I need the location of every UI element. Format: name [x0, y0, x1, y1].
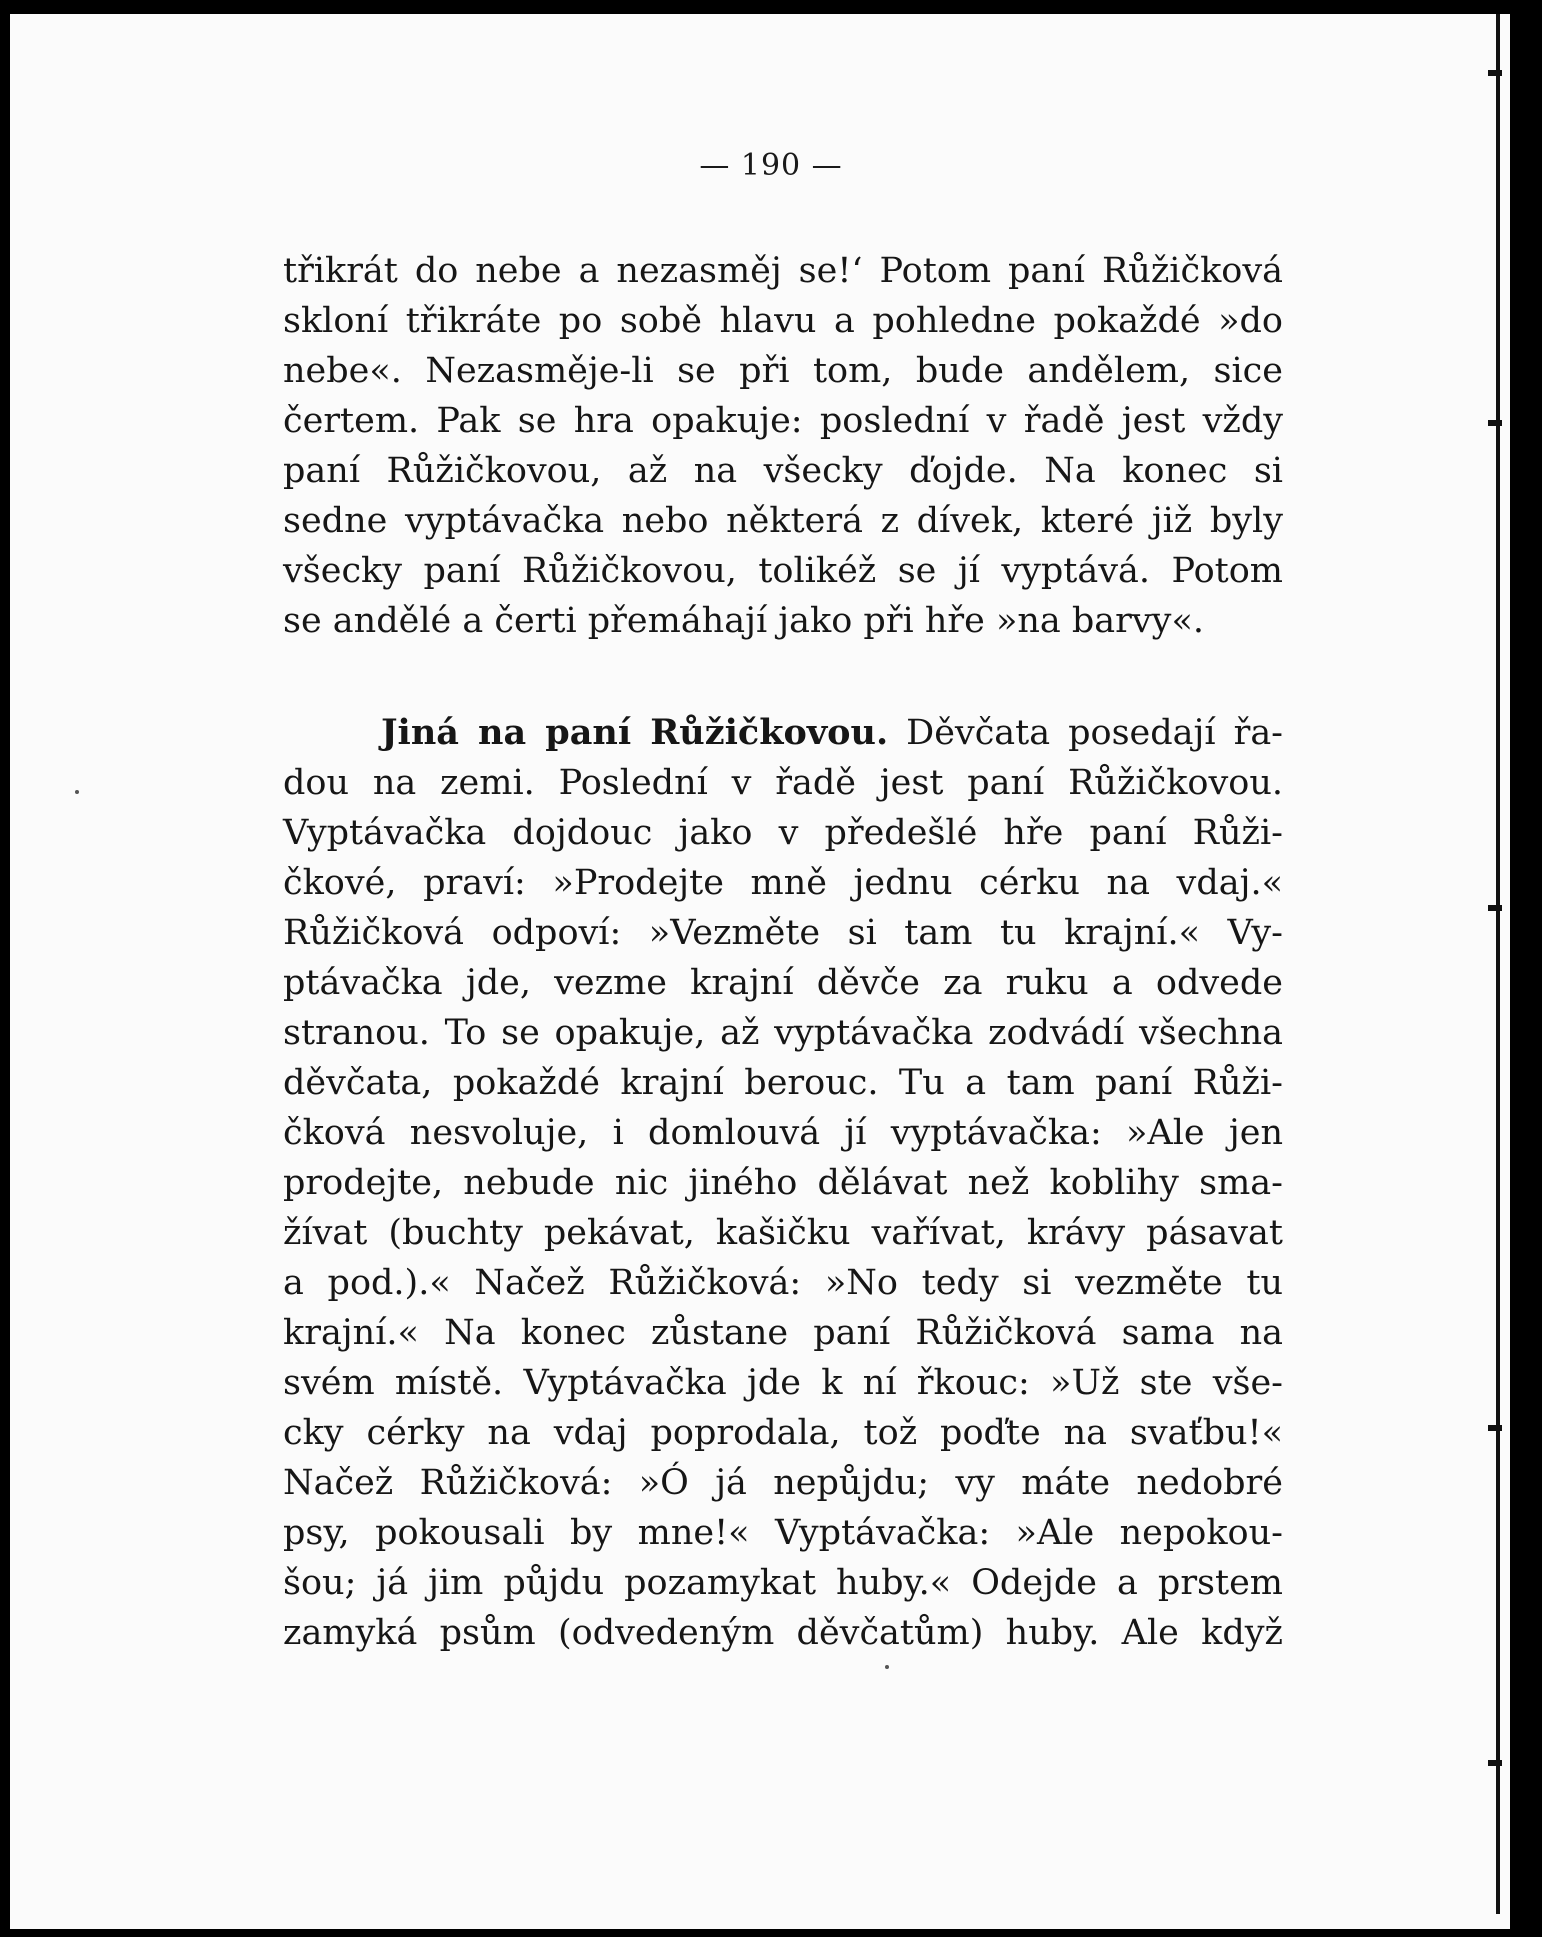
heading-continuation: Děvčata posedají řa-	[888, 713, 1284, 753]
text-line-first	[283, 708, 1283, 758]
edge-mark	[1488, 420, 1502, 426]
text-line: skloní třikráte po sobě hlavu a pohledne pokaždé »do	[283, 301, 1283, 341]
paragraph-2	[283, 708, 1283, 1658]
text-line: dou na zemi. Poslední v řadě jest paní Růžičkovou.	[283, 763, 1283, 803]
text-line: svém místě. Vyptávačka jde k ní řkouc: »Už ste vše-	[283, 1363, 1283, 1403]
edge-mark	[1488, 1425, 1502, 1431]
text-line: děvčata, pokaždé krajní berouc. Tu a tam paní Růži-	[283, 1063, 1283, 1103]
text-line: sedne vyptávačka nebo některá z dívek, které již byly	[283, 501, 1283, 541]
text-line: žívat (buchty pekávat, kašičku vařívat, krávy pásavat	[283, 1213, 1283, 1253]
text-line: třikrát do nebe a nezasměj se!‘ Potom paní Růžičková	[283, 251, 1283, 291]
text-line: zamyká psům (odvedeným děvčatům) huby. Ale když	[283, 1613, 1283, 1653]
text-line: čertem. Pak se hra opakuje: poslední v řadě jest vždy	[283, 401, 1283, 441]
edge-mark	[1488, 905, 1502, 911]
text-line: krajní.« Na konec zůstane paní Růžičková sama na	[283, 1313, 1283, 1353]
text-line: paní Růžičkovou, až na všecky ďojde. Na konec si	[283, 451, 1283, 491]
text-line: Vyptávačka dojdouc jako v předešlé hře paní Růži-	[283, 813, 1283, 853]
text-line: prodejte, nebude nic jiného dělávat než koblihy sma-	[283, 1163, 1283, 1203]
text-line: čková nesvoluje, i domlouvá jí vyptávačka: »Ale jen	[283, 1113, 1283, 1153]
text-line: stranou. To se opakuje, až vyptávačka zodvádí všechna	[283, 1013, 1283, 1053]
section-heading: Jiná na paní Růžičkovou.	[381, 712, 889, 753]
page-edge	[1496, 14, 1500, 1914]
text-line: psy, pokousali by mne!« Vyptávačka: »Ale nepokou-	[283, 1513, 1283, 1553]
text-line: cky cérky na vdaj poprodala, tož poďte na svaťbu!«	[283, 1413, 1283, 1453]
edge-mark	[1488, 1760, 1502, 1766]
paragraph-1	[283, 246, 1283, 646]
text-line: a pod.).« Načež Růžičková: »No tedy si vezměte tu	[283, 1263, 1283, 1303]
text-line: ptávačka jde, vezme krajní děvče za ruku a odvede	[283, 963, 1283, 1003]
page-number: — 190 —	[699, 148, 843, 183]
text-line: šou; já jim půjdu pozamykat huby.« Odejde a prstem	[283, 1563, 1283, 1603]
scan-speck	[885, 1665, 889, 1669]
text-line: všecky paní Růžičkovou, tolikéž se jí vyptává. Potom	[283, 551, 1283, 591]
text-line: se andělé a čerti přemáhají jako při hře »na barvy«.	[283, 601, 1204, 641]
text-line: Růžičková odpoví: »Vezměte si tam tu krajní.« Vy-	[283, 913, 1283, 953]
edge-mark	[1488, 70, 1502, 76]
text-line: čkové, praví: »Prodejte mně jednu cérku na vdaj.«	[283, 863, 1283, 903]
text-line: Načež Růžičková: »Ó já nepůjdu; vy máte nedobré	[283, 1463, 1283, 1503]
scan-speck	[75, 790, 79, 794]
text-line: nebe«. Nezasměje-li se při tom, bude andělem, sice	[283, 351, 1283, 391]
